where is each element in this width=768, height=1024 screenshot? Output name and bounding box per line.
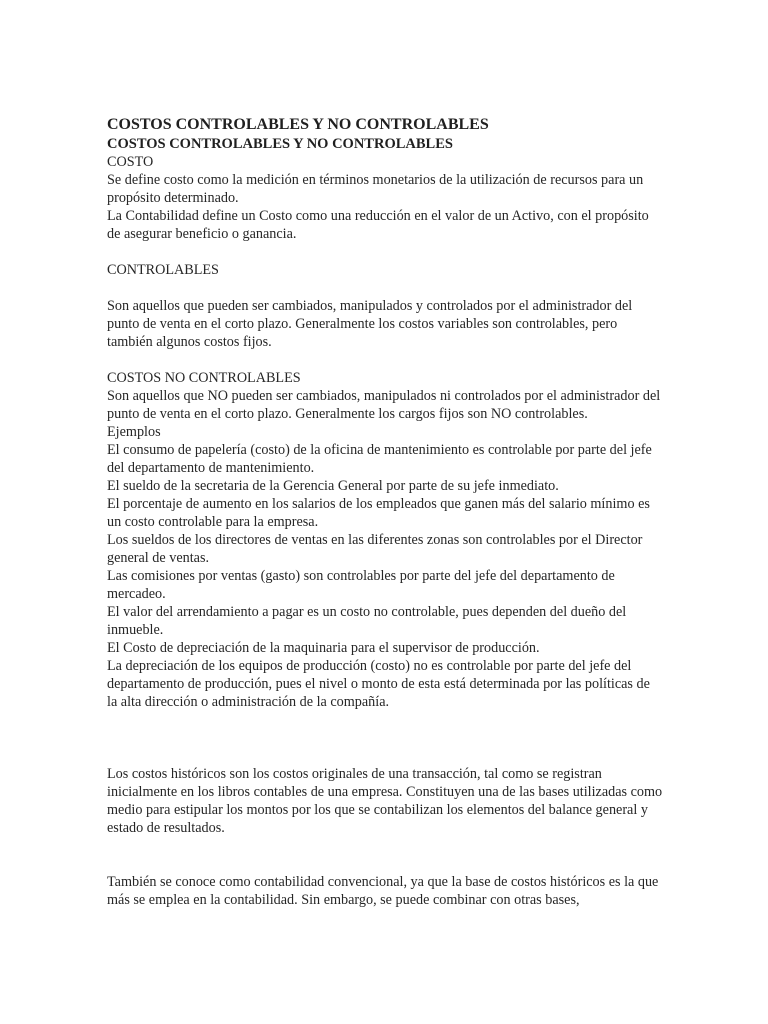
spacer [107,279,663,297]
costo-definition: Se define costo como la medición en términos monetarios de la utilización de recursos para un propósito determinado. [107,172,644,206]
example-item: El valor del arrendamiento a pagar es un costo no controlable, pues dependen del dueño del inmueble. [107,604,627,638]
heading-controlables: CONTROLABLES [107,262,219,278]
spacer [107,243,663,261]
controlables-paragraph: Son aquellos que pueden ser cambiados, manipulados y controlados por el administrador del punto de venta en el corto plazo. Generalmente los costos variables son controlables, pero también algunos costos fijos. [107,298,633,350]
example-item: El porcentaje de aumento en los salarios de los empleados que ganen más del salario mínimo es un costo controlable para la empresa. [107,496,650,530]
heading-ejemplos: Ejemplos [107,424,161,440]
heading-no-controlables: COSTOS NO CONTROLABLES [107,370,301,386]
example-item: El sueldo de la secretaria de la Gerencia General por parte de su jefe inmediato. [107,478,559,494]
heading-costo: COSTO [107,154,154,170]
document-page [107,114,663,909]
document-subtitle: COSTOS CONTROLABLES Y NO CONTROLABLES [107,136,453,152]
example-item: El consumo de papelería (costo) de la oficina de mantenimiento es controlable por parte del jefe del departamento de mantenimiento. [107,442,652,476]
example-item: El Costo de depreciación de la maquinaria para el supervisor de producción. [107,640,540,656]
no-controlables-paragraph: Son aquellos que NO pueden ser cambiados, manipulados ni controlados por el administrador del punto de venta en el corto plazo. Generalmente los cargos fijos son NO controlables. [107,388,661,422]
spacer [107,837,663,873]
historicos-paragraph: Los costos históricos son los costos originales de una transacción, tal como se registran inicialmente en los libros contables de una empresa. Constituyen una de las bases utilizadas como medio para estipular los montos por los que se contabilizan los elementos del balance general y estado de resultados. [107,766,663,836]
example-item: Las comisiones por ventas (gasto) son controlables por parte del jefe del departamento de mercadeo. [107,568,615,602]
example-item: La depreciación de los equipos de producción (costo) no es controlable por parte del jefe del departamento de producción, pues el nivel o monto de esta está determinada por las políticas de la alta dirección o administración de la compañía. [107,658,650,710]
costo-accounting-definition: La Contabilidad define un Costo como una reducción en el valor de un Activo, con el propósito de asegurar beneficio o ganancia. [107,208,649,242]
spacer [107,711,663,765]
example-item: Los sueldos de los directores de ventas en las diferentes zonas son controlables por el Director general de ventas. [107,532,643,566]
spacer [107,351,663,369]
document-title: COSTOS CONTROLABLES Y NO CONTROLABLES [107,116,489,133]
convencional-paragraph: También se conoce como contabilidad convencional, ya que la base de costos históricos es la que más se emplea en la contabilidad. Sin embargo, se puede combinar con otras bases, [107,874,659,908]
